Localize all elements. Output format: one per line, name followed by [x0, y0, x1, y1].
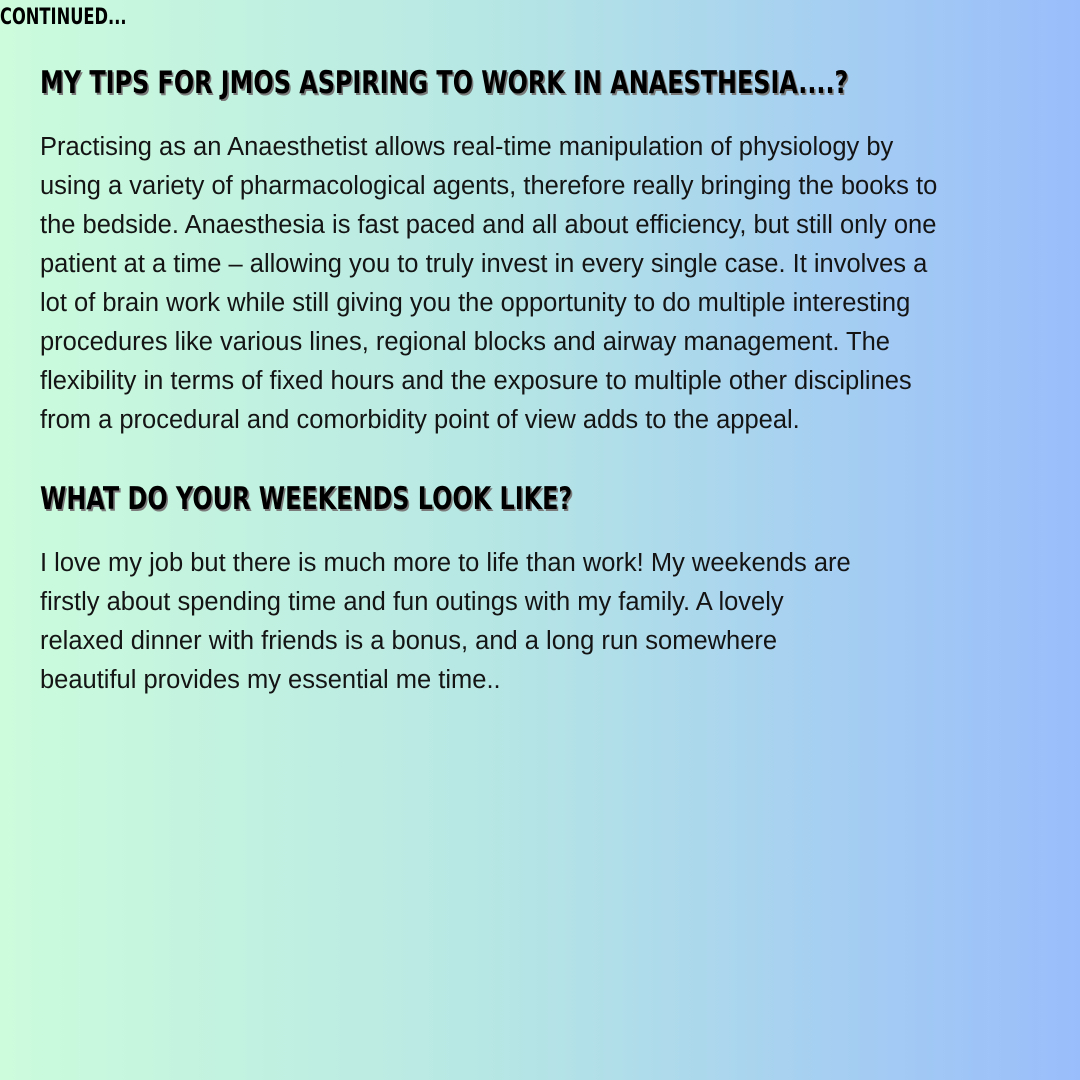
continued-label: CONTINUED... — [0, 5, 127, 30]
section-2-paragraph — [40, 544, 940, 700]
paragraph-line: procedures like various lines, regional blocks and airway management. The — [40, 328, 890, 356]
paragraph-line: patient at a time – allowing you to truly invest in every single case. It involves a — [40, 250, 928, 278]
paragraph-line: beautiful provides my essential me time.. — [40, 666, 501, 694]
paragraph-line: the bedside. Anaesthesia is fast paced and all about efficiency, but still only one — [40, 211, 937, 239]
paragraph-line: lot of brain work while still giving you the opportunity to do multiple interesting — [40, 289, 911, 317]
paragraph-line: relaxed dinner with friends is a bonus, and a long run somewhere — [40, 627, 778, 655]
paragraph-line: flexibility in terms of fixed hours and the exposure to multiple other disciplines — [40, 367, 912, 395]
section-2-heading: WHAT DO YOUR WEEKENDS LOOK LIKE? — [40, 481, 573, 517]
paragraph-line: using a variety of pharmacological agents, therefore really bringing the books to — [40, 172, 938, 200]
paragraph-line: from a procedural and comorbidity point of view adds to the appeal. — [40, 406, 800, 434]
paragraph-line: firstly about spending time and fun outings with my family. A lovely — [40, 588, 784, 616]
paragraph-line: Practising as an Anaesthetist allows real-time manipulation of physiology by — [40, 133, 894, 161]
section-1-heading: MY TIPS FOR JMOS ASPIRING TO WORK IN ANAESTHESIA....? — [40, 65, 849, 101]
section-1-paragraph — [40, 128, 1050, 440]
paragraph-line: I love my job but there is much more to life than work! My weekends are — [40, 549, 851, 577]
